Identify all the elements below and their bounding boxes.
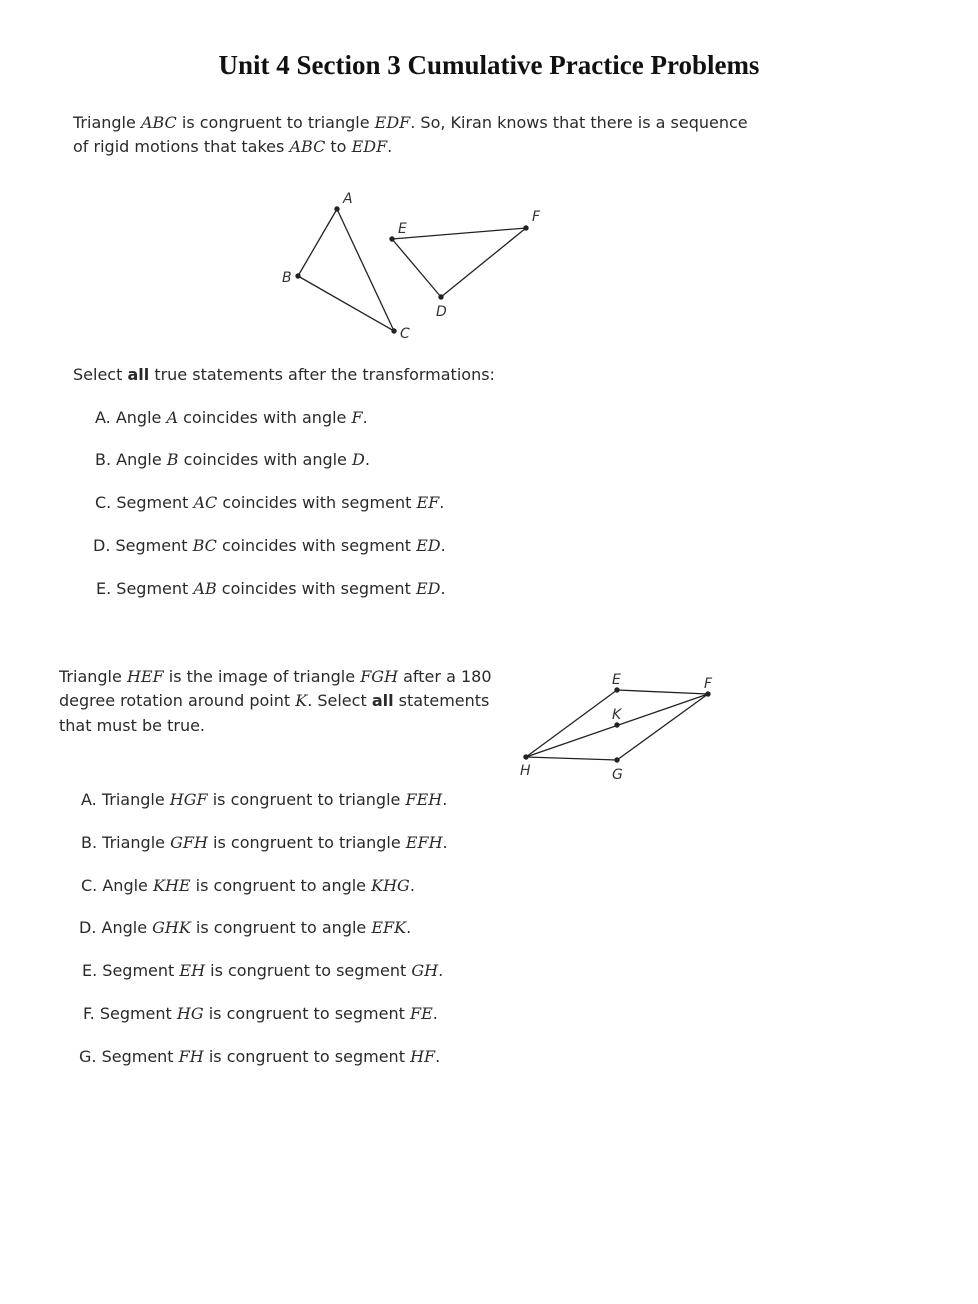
problem2-option-c[interactable]: C. Angle KHE is congruent to angle KHG. (81, 876, 415, 895)
label-e-2: E (612, 672, 621, 688)
segment-bc (298, 276, 394, 331)
label-k: K (612, 707, 622, 723)
point-d (438, 294, 443, 299)
label-d: D (436, 304, 447, 320)
problem1-option-d[interactable]: D. Segment BC coincides with segment ED. (93, 536, 446, 555)
point-c (391, 328, 396, 333)
problem1-intro-line1: Triangle ABC is congruent to triangle EDF. So, Kiran knows that there is a sequence (73, 113, 748, 132)
point-e-2 (614, 687, 619, 692)
label-f: F (532, 209, 541, 225)
label-h: H (520, 763, 531, 779)
problem1-option-b[interactable]: B. Angle B coincides with angle D. (95, 450, 370, 469)
problem2-intro-line3: that must be true. (59, 716, 206, 735)
segment-ab (298, 209, 337, 276)
point-g (614, 757, 619, 762)
page-title: Unit 4 Section 3 Cumulative Practice Problems (218, 50, 760, 80)
label-c: C (400, 326, 410, 342)
segment-ca (337, 209, 394, 331)
segment-de (392, 239, 441, 297)
label-b: B (282, 270, 292, 286)
segment-ef-2 (617, 690, 708, 694)
segment-he (526, 690, 617, 757)
label-g: G (612, 767, 623, 783)
problem1-option-c[interactable]: C. Segment AC coincides with segment EF. (95, 493, 445, 512)
problem2-option-e[interactable]: E. Segment EH is congruent to segment GH. (82, 961, 444, 980)
problem1-prompt: Select all true statements after the transformations: (73, 365, 495, 384)
segment-gh (526, 757, 617, 760)
point-h (523, 754, 528, 759)
segment-fd (441, 228, 526, 297)
problem2-option-d[interactable]: D. Angle GHK is congruent to angle EFK. (79, 918, 412, 937)
problem1-option-a[interactable]: A. Angle A coincides with angle F. (95, 408, 368, 427)
problem2-intro-line1: Triangle HEF is the image of triangle FGH after a 180 (59, 667, 492, 686)
label-e: E (398, 221, 407, 237)
point-k (614, 722, 619, 727)
point-a (334, 206, 339, 211)
point-f (523, 225, 528, 230)
problem2-option-b[interactable]: B. Triangle GFH is congruent to triangle EFH. (81, 833, 448, 852)
segment-ef (392, 228, 526, 239)
point-b (295, 273, 300, 278)
problem1-intro-line2: of rigid motions that takes ABC to EDF. (73, 137, 393, 156)
problem2-intro-line2: degree rotation around point K. Select all statements (59, 691, 490, 710)
label-a: A (343, 191, 353, 207)
problem2-option-g[interactable]: G. Segment FH is congruent to segment HF. (79, 1047, 441, 1066)
problem1-option-e[interactable]: E. Segment AB coincides with segment ED. (96, 579, 446, 598)
point-e (389, 236, 394, 241)
problem2-option-a[interactable]: A. Triangle HGF is congruent to triangle FEH. (81, 790, 448, 809)
segment-fg (617, 694, 708, 760)
point-f-2 (705, 691, 710, 696)
problem2-option-f[interactable]: F. Segment HG is congruent to segment FE. (83, 1004, 438, 1023)
label-f-2: F (704, 676, 713, 692)
